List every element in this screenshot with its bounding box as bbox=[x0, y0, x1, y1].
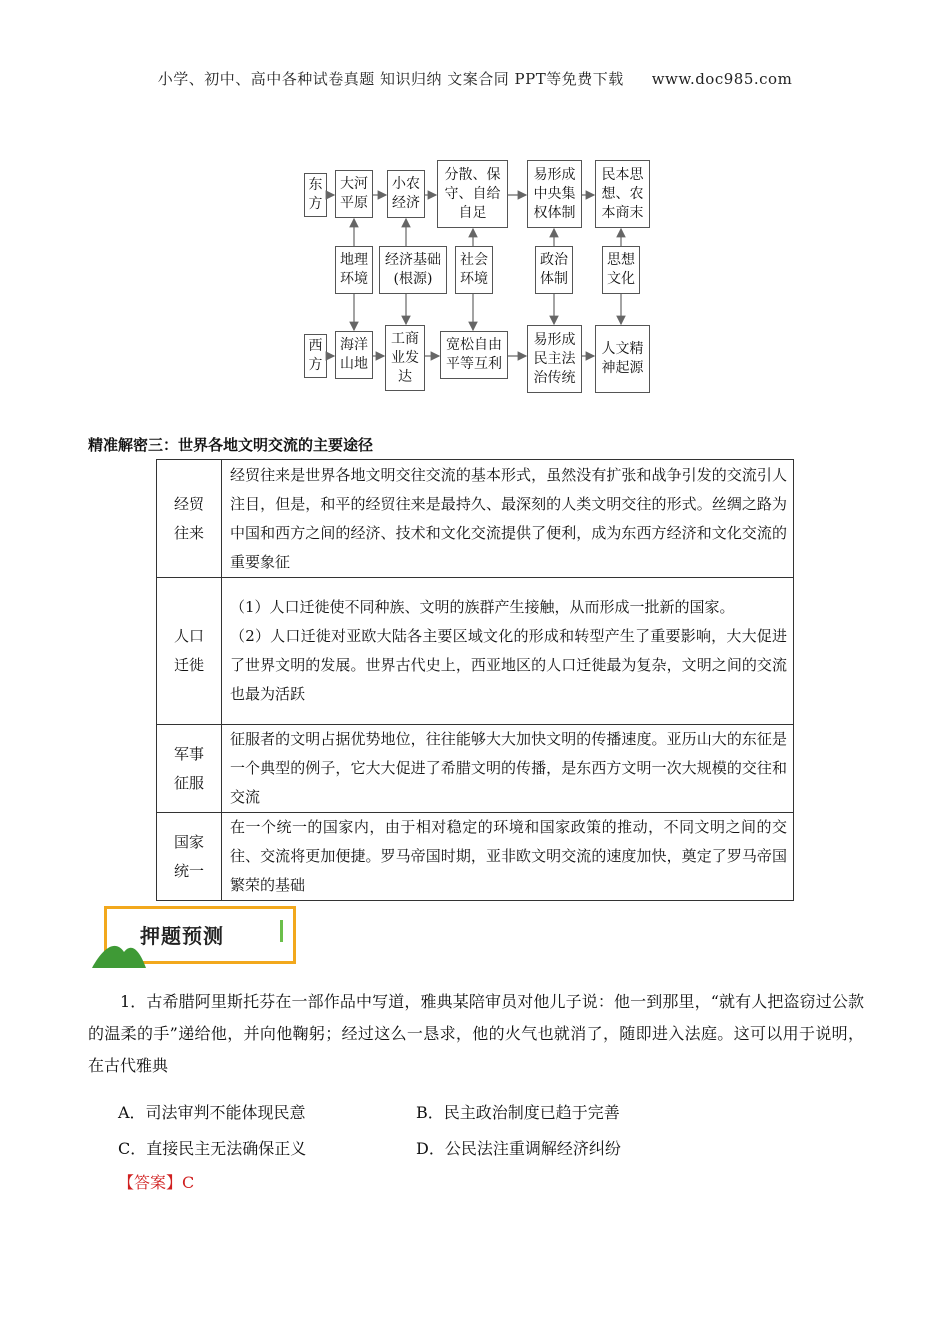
flow-mid-4: 政治体制 bbox=[535, 246, 573, 294]
flow-east-1: 大河平原 bbox=[335, 170, 373, 218]
table-row bbox=[157, 460, 794, 578]
table-row bbox=[157, 813, 794, 901]
flow-west-2: 工商业发达 bbox=[385, 325, 425, 391]
flow-west-4: 易形成民主法治传统 bbox=[527, 325, 582, 393]
table-row bbox=[157, 725, 794, 813]
flow-east-5: 民本思想、农本商末 bbox=[595, 160, 650, 228]
flow-east-2: 小农经济 bbox=[387, 170, 425, 218]
flow-mid-3: 社会环境 bbox=[455, 246, 493, 294]
row-key: 人口 迁徙 bbox=[157, 578, 222, 725]
banner-label: 押题预测 bbox=[140, 924, 224, 948]
section-title: 精准解密三：世界各地文明交流的主要途径 bbox=[88, 436, 374, 454]
table-row bbox=[157, 578, 794, 725]
answer bbox=[118, 1170, 194, 1193]
flow-west-1: 海洋山地 bbox=[335, 331, 373, 379]
header-text: 小学、初中、高中各种试卷真题 知识归纳 文案合同 PPT等免费下载 bbox=[157, 70, 624, 88]
flow-west-label: 西方 bbox=[304, 334, 327, 378]
row-value: 在一个统一的国家内，由于相对稳定的环境和国家政策的推动，不同文明之间的交往、交流将更加便捷。罗马帝国时期，亚非欧文明交流的速度加快，奠定了罗马帝国繁荣的基础 bbox=[222, 813, 794, 901]
row-key: 国家 统一 bbox=[157, 813, 222, 901]
flow-east-4: 易形成中央集权体制 bbox=[527, 160, 582, 228]
answer-value: C bbox=[182, 1173, 195, 1192]
row-key: 军事 征服 bbox=[157, 725, 222, 813]
flow-mid-1: 地理环境 bbox=[335, 246, 373, 294]
page-header bbox=[0, 68, 950, 89]
row-value: 经贸往来是世界各地文明交往交流的基本形式，虽然没有扩张和战争引发的交流引人注目，但是，和平的经贸往来是最持久、最深刻的人类文明交往的形式。丝绸之路为中国和西方之间的经济、技术和文化交流提供了便利，成为东西方经济和文化交流的重要象征 bbox=[222, 460, 794, 578]
prediction-banner bbox=[90, 906, 298, 968]
banner-accent-bar bbox=[280, 920, 283, 942]
flow-west-5: 人文精神起源 bbox=[595, 325, 650, 393]
header-url[interactable]: www.doc985.com bbox=[651, 70, 793, 88]
question-stem: 1．古希腊阿里斯托芬在一部作品中写道，雅典某陪审员对他儿子说：他一到那里，“就有人把盗窃过公款的温柔的手”递给他，并向他鞠躬；经过这么一恳求，他的火气也就消了，随即进入法庭。这可以用于说明，在古代雅典 bbox=[88, 992, 864, 1075]
row-key: 经贸 往来 bbox=[157, 460, 222, 578]
flow-west-3: 宽松自由平等互利 bbox=[440, 331, 508, 379]
flow-east-3: 分散、保守、自给自足 bbox=[437, 160, 508, 228]
flow-mid-2: 经济基础(根源) bbox=[379, 246, 447, 294]
option-d[interactable]: D．公民法注重调解经济纠纷 bbox=[416, 1139, 621, 1158]
flow-east-label: 东方 bbox=[304, 173, 327, 217]
row-value: （1）人口迁徙使不同种族、文明的族群产生接触，从而形成一批新的国家。 （2）人口迁徙对亚欧大陆各主要区域文化的形成和转型产生了重要影响，大大促进了世界文明的发展。世界古代史上，西亚地区的人口迁徙最为复杂，文明之间的交流也最为活跃 bbox=[222, 578, 794, 725]
option-b[interactable]: B．民主政治制度已趋于完善 bbox=[416, 1103, 620, 1122]
answer-label: 【答案】 bbox=[118, 1173, 183, 1192]
info-table bbox=[156, 459, 794, 901]
option-a[interactable]: A．司法审判不能体现民意 bbox=[118, 1103, 306, 1122]
flow-mid-5: 思想文化 bbox=[602, 246, 640, 294]
option-c[interactable]: C．直接民主无法确保正义 bbox=[118, 1139, 307, 1158]
row-value: 征服者的文明占据优势地位，往往能够大大加快文明的传播速度。亚历山大的东征是一个典型的例子，它大大促进了希腊文明的传播，是东西方文明一次大规模的交往和交流 bbox=[222, 725, 794, 813]
